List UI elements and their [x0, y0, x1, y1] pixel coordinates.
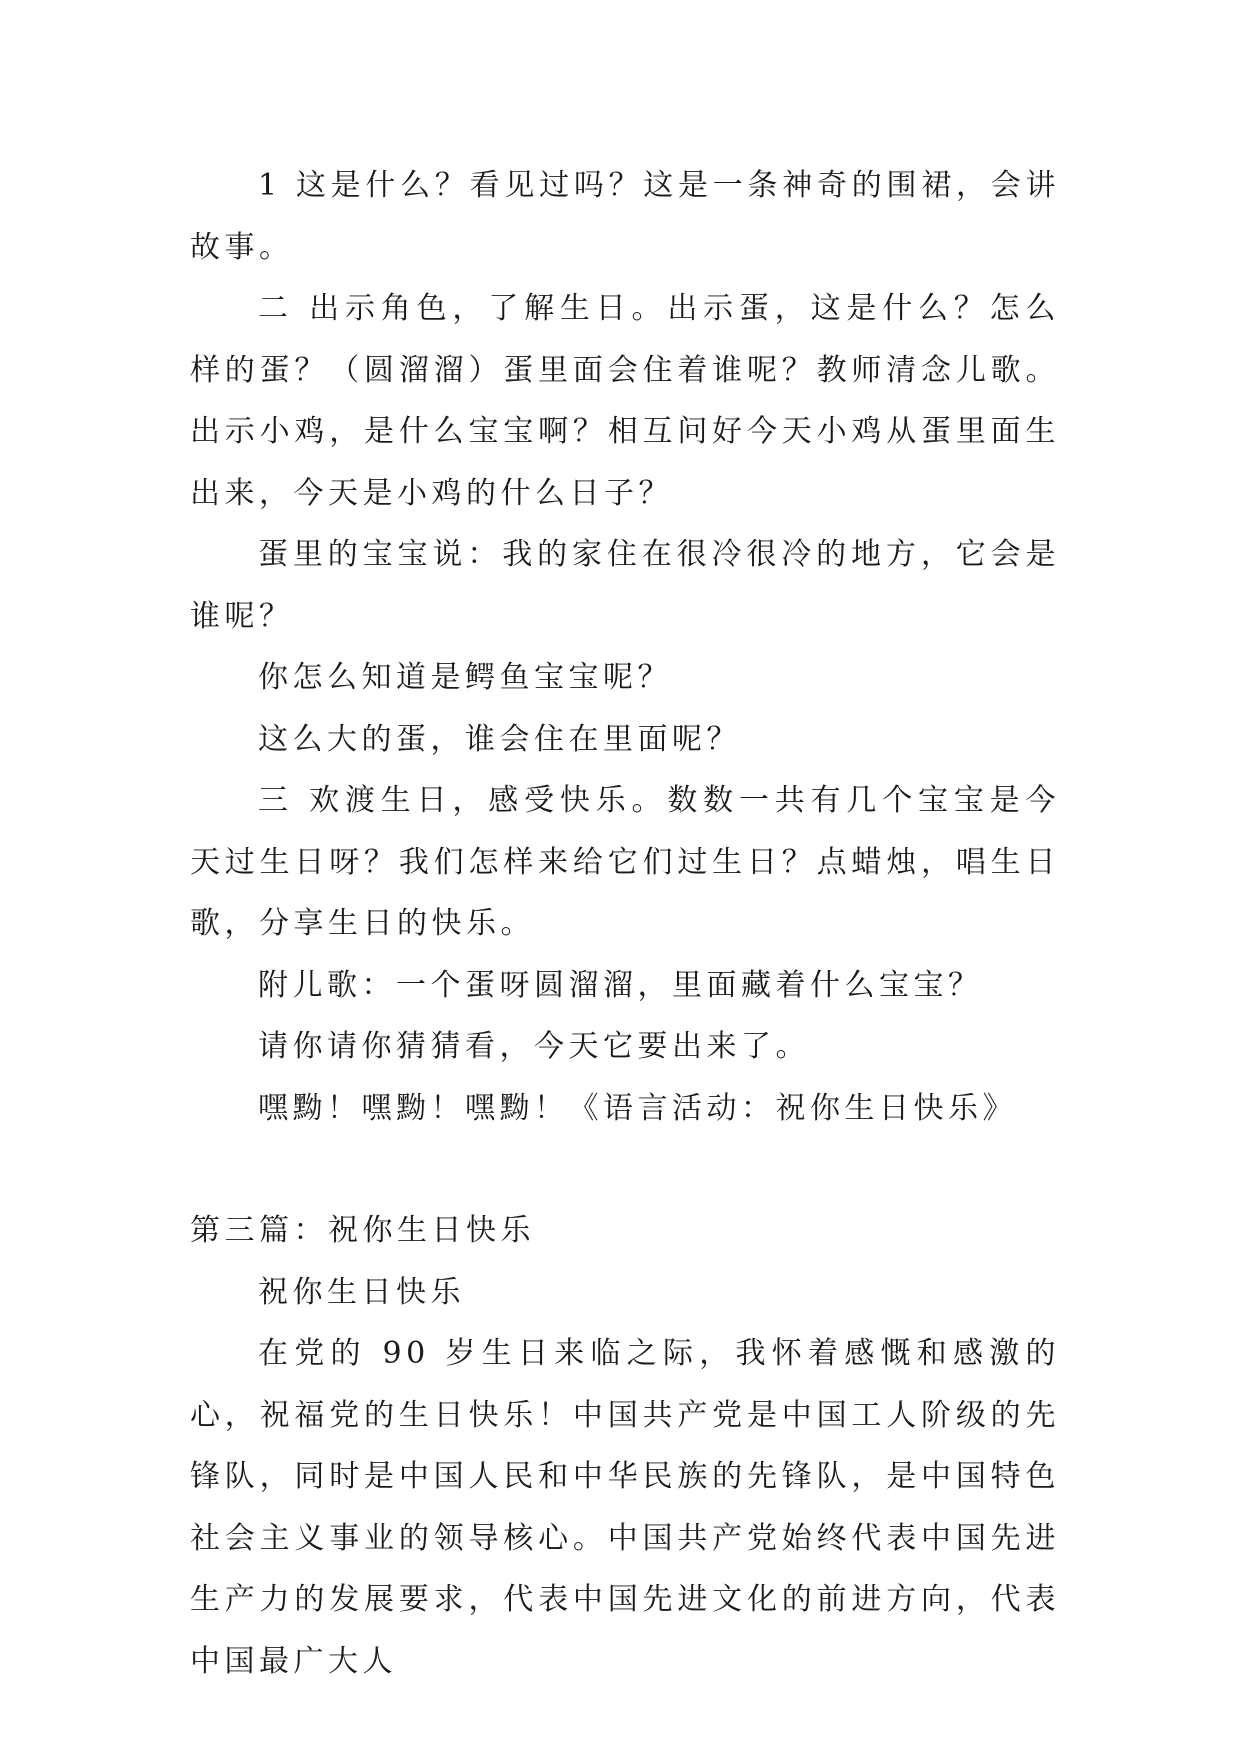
paragraph: 在党的 90 岁生日来临之际，我怀着感慨和感激的心，祝福党的生日快乐！中国共产党是中国工人阶级的先锋队，同时是中国人民和中华民族的先锋队，是中国特色社会主义事业的领导核心。中国共产党始终代表中国先进生产力的发展要求，代表中国先进文化的前进方向，代表中国最广大人 [190, 1336, 1060, 1679]
paragraph: 嘿黝！嘿黝！嘿黝！《语言活动：祝你生日快乐》 [258, 1090, 1017, 1126]
paragraph: 1 这是什么？看见过吗？这是一条神奇的围裙，会讲故事。 [190, 168, 1060, 265]
paragraph: 二 出示角色，了解生日。出示蛋，这是什么？怎么样的蛋？（圆溜溜）蛋里面会住着谁呢？教师清念儿歌。出示小鸡，是什么宝宝啊？相互问好今天小鸡从蛋里面生出来，今天是小鸡的什么日子？ [190, 291, 1060, 511]
section-title: 第三篇：祝你生日快乐 [190, 1213, 535, 1248]
paragraph: 祝你生日快乐 [258, 1274, 465, 1310]
paragraph: 三 欢渡生日，感受快乐。数数一共有几个宝宝是今天过生日呀？我们怎样来给它们过生日？点蜡烛，唱生日歌，分享生日的快乐。 [190, 783, 1060, 941]
paragraph: 附儿歌：一个蛋呀圆溜溜，里面藏着什么宝宝？ [258, 967, 983, 1003]
document-body [190, 155, 1060, 1692]
paragraph: 你怎么知道是鳄鱼宝宝呢？ [258, 660, 672, 695]
paragraph: 这么大的蛋，谁会住在里面呢？ [258, 721, 741, 757]
paragraph: 蛋里的宝宝说：我的家住在很冷很冷的地方，它会是谁呢？ [190, 537, 1060, 634]
paragraph: 请你请你猜猜看，今天它要出来了。 [258, 1029, 810, 1064]
